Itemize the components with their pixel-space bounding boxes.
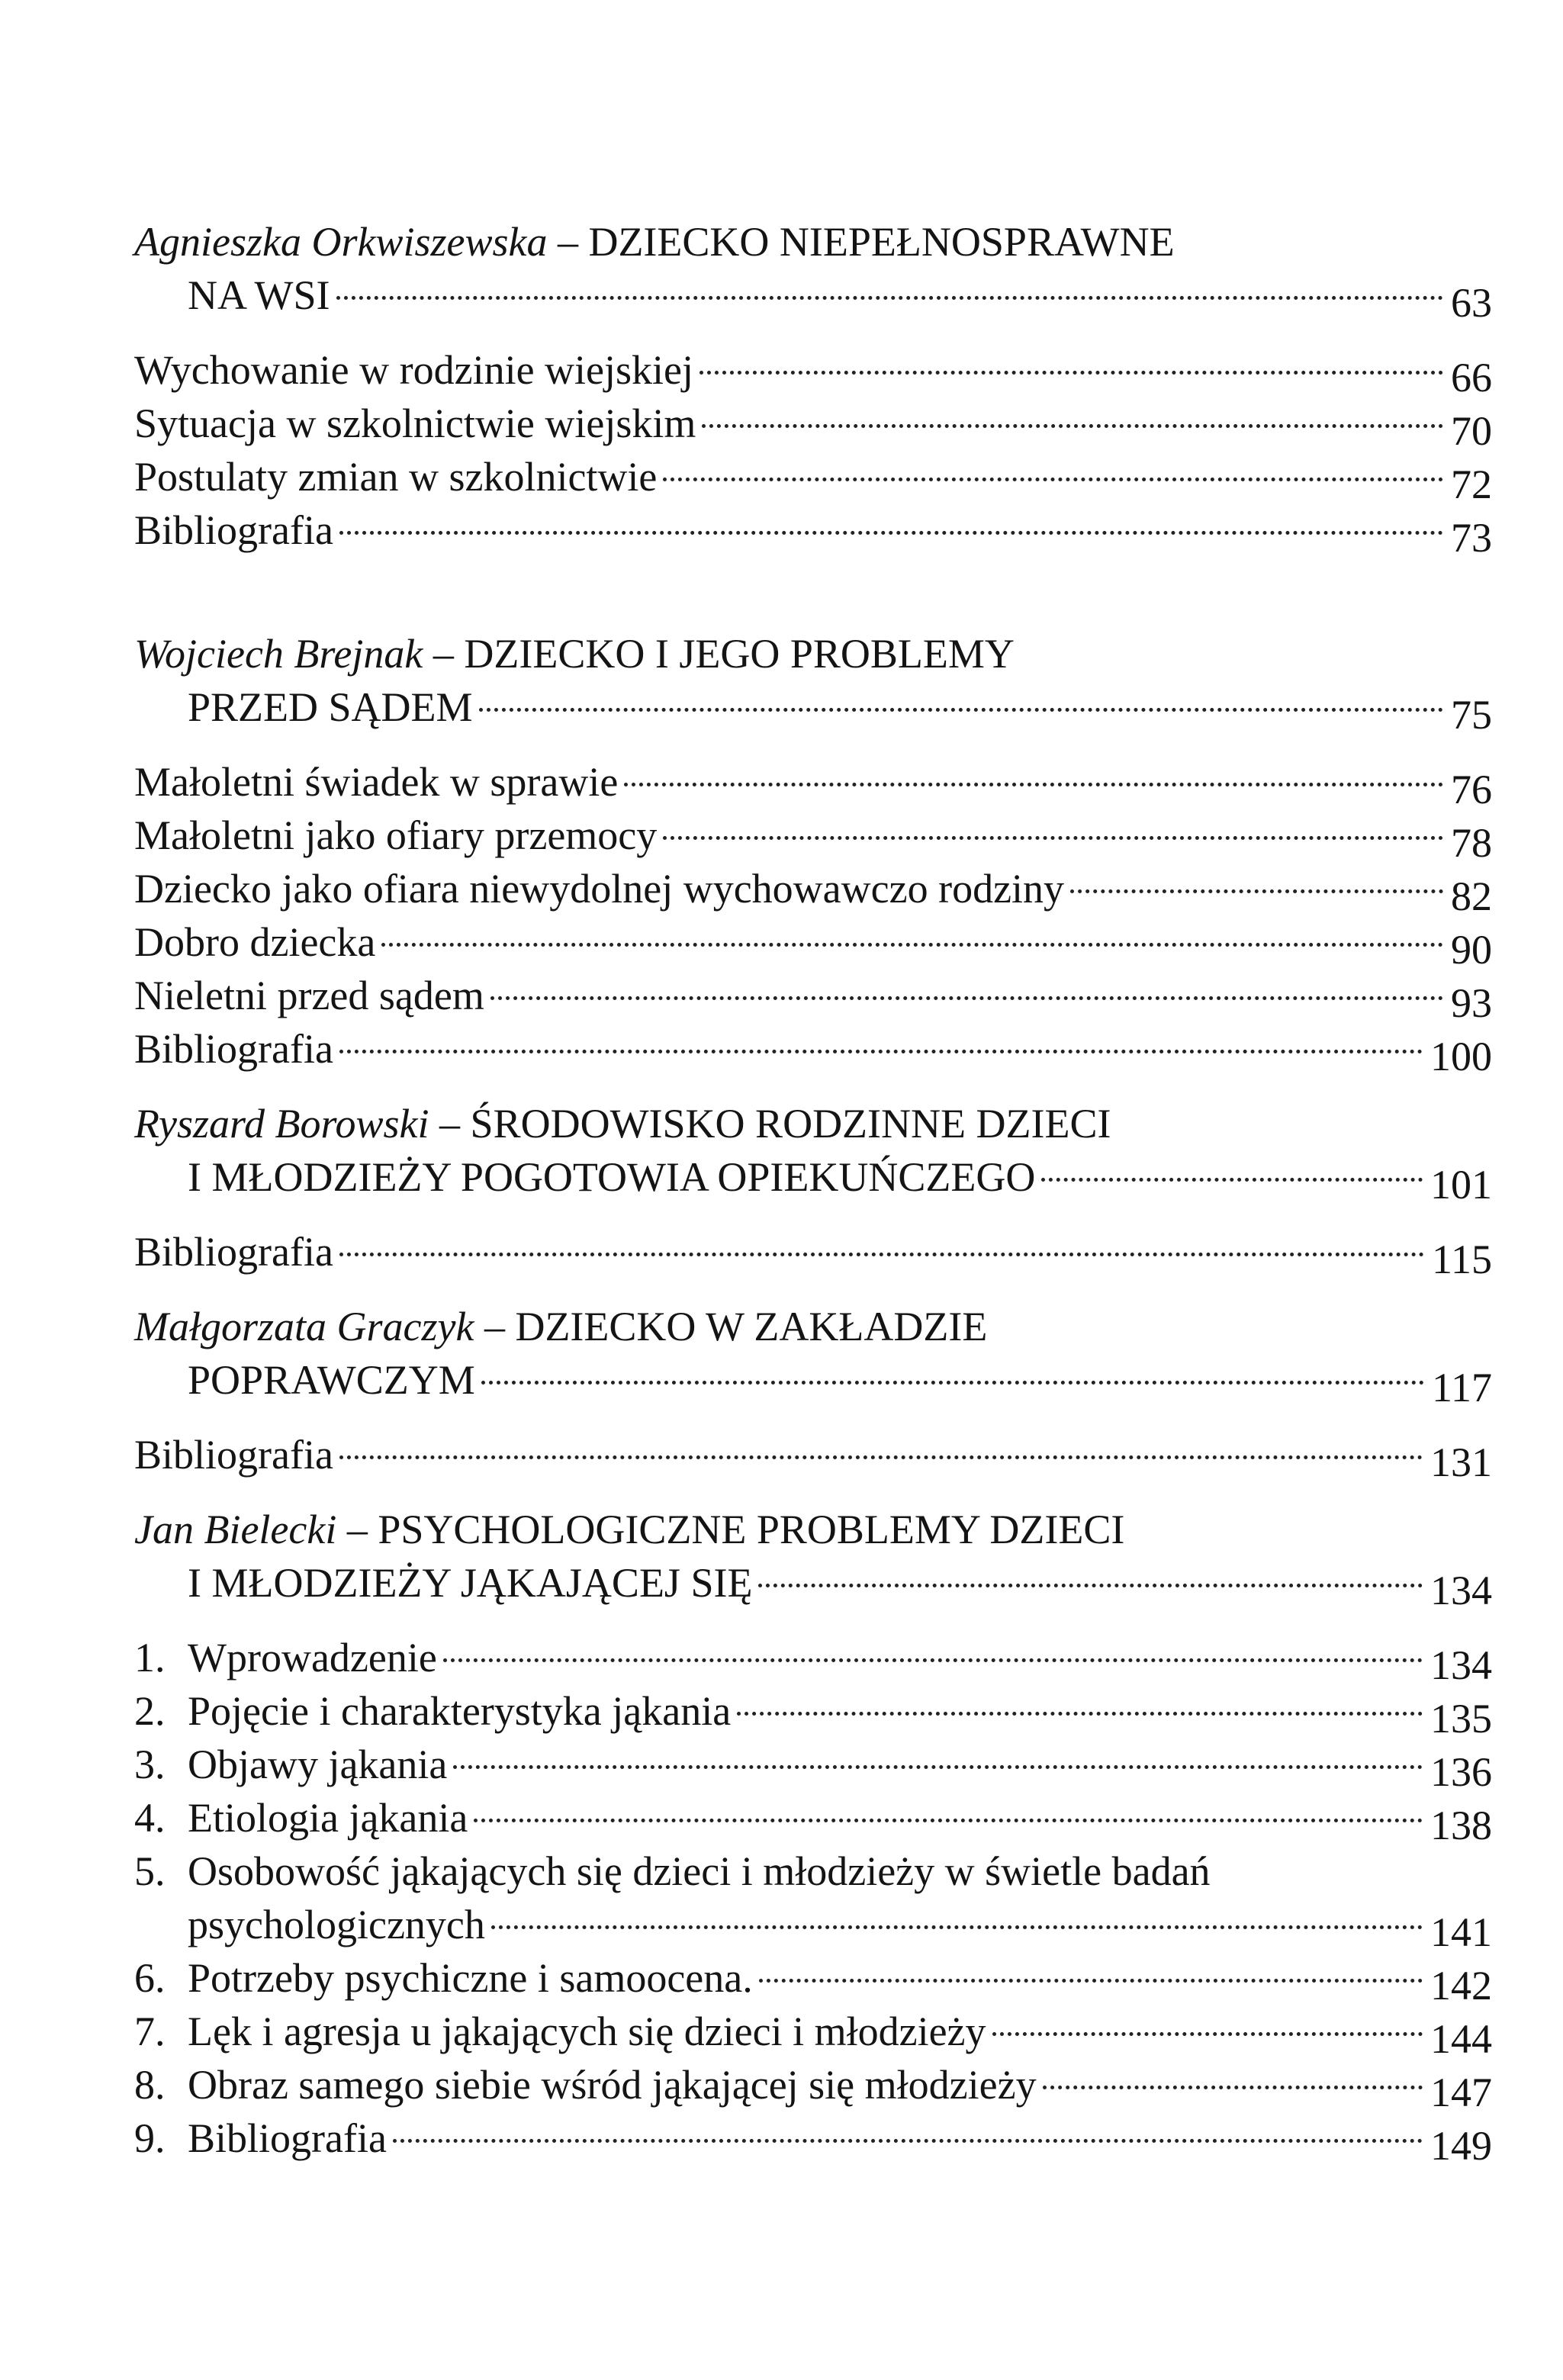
entry-number: 6. <box>134 1955 166 2001</box>
toc-section-orkwiszewska <box>134 215 1492 561</box>
section-heading <box>134 627 1492 680</box>
entry-title: Bibliografia <box>188 2115 387 2161</box>
page-number: 72 <box>1451 462 1492 507</box>
page-number: 66 <box>1451 355 1492 400</box>
section-heading <box>134 1300 1492 1353</box>
page-number: 141 <box>1430 1909 1492 1955</box>
entry-title: Postulaty zmian w szkolnictwie <box>134 454 658 500</box>
leader-dots <box>443 1658 1423 1662</box>
toc-entry <box>134 1150 1492 1208</box>
toc-section-brejnak <box>134 627 1492 1079</box>
entry-number: 4. <box>134 1795 166 1841</box>
toc-entry <box>134 397 1492 454</box>
entry-title: Bibliografia <box>134 507 333 553</box>
page-number: 115 <box>1432 1237 1492 1282</box>
dash: – <box>429 1101 471 1147</box>
page-number: 117 <box>1432 1365 1492 1410</box>
leader-dots <box>737 1712 1423 1716</box>
section-author: Małgorzata Graczyk <box>134 1304 474 1349</box>
toc-entry <box>134 2111 1492 2169</box>
dash: – <box>474 1304 516 1349</box>
entry-number: 7. <box>134 2009 166 2054</box>
entry-number: 5. <box>134 1848 166 1894</box>
toc-entry <box>134 1738 1492 1795</box>
toc-entry <box>134 915 1492 973</box>
leader-dots <box>336 296 1443 300</box>
toc-entry <box>134 809 1492 866</box>
toc-entry <box>134 1684 1492 1742</box>
toc-entry <box>134 1791 1492 1848</box>
section-heading <box>134 215 1492 269</box>
toc-entry <box>134 969 1492 1026</box>
section-title-continued: NA WSI <box>188 272 330 318</box>
page-number: 93 <box>1451 980 1492 1026</box>
page-number: 73 <box>1451 515 1492 561</box>
page-number: 100 <box>1430 1034 1492 1079</box>
toc-entry <box>134 862 1492 919</box>
toc-entry <box>134 269 1492 326</box>
toc-entry <box>134 1631 1492 1688</box>
leader-dots <box>758 1584 1423 1587</box>
leader-dots <box>663 836 1443 840</box>
toc-entry <box>134 503 1492 561</box>
page-number: 135 <box>1430 1696 1492 1742</box>
toc-entry <box>134 1898 1492 1955</box>
leader-dots <box>624 783 1443 786</box>
page-number: 70 <box>1451 408 1492 454</box>
entry-title: Wprowadzenie <box>188 1635 437 1680</box>
toc-entry <box>134 755 1492 812</box>
leader-dots <box>339 1455 1423 1459</box>
section-title: PSYCHOLOGICZNE PROBLEMY DZIECI <box>378 1507 1125 1552</box>
section-title: DZIECKO W ZAKŁADZIE <box>515 1304 988 1349</box>
entry-title-continued: psychologicznych <box>188 1902 485 1947</box>
section-title-continued: PRZED SĄDEM <box>188 684 473 730</box>
entry-number: 3. <box>134 1742 166 1787</box>
leader-dots <box>702 424 1443 428</box>
entry-title: Potrzeby psychiczne i samoocena. <box>188 1955 753 2001</box>
entry-number: 2. <box>134 1688 166 1734</box>
toc-entry <box>134 1022 1492 1079</box>
leader-dots <box>339 1050 1423 1053</box>
page-number: 134 <box>1430 1568 1492 1613</box>
leader-dots <box>490 996 1443 1000</box>
entry-title: Objawy jąkania <box>188 1742 448 1787</box>
dash: – <box>336 1507 378 1552</box>
section-author: Wojciech Brejnak <box>134 631 423 677</box>
entry-title: Nieletni przed sądem <box>134 973 484 1018</box>
page-number: 101 <box>1430 1162 1492 1208</box>
toc-entry <box>134 1428 1492 1485</box>
entry-title: Obraz samego siebie wśród jąkającej się młodzieży <box>188 2062 1037 2108</box>
leader-dots <box>699 371 1443 375</box>
section-title: DZIECKO I JEGO PROBLEMY <box>464 631 1015 677</box>
toc-section-graczyk <box>134 1300 1492 1485</box>
section-title-continued: I MŁODZIEŻY POGOTOWIA OPIEKUŃCZEGO <box>188 1154 1036 1200</box>
page-number: 131 <box>1430 1439 1492 1485</box>
leader-dots <box>1070 889 1443 893</box>
section-title-continued: POPRAWCZYM <box>188 1357 475 1403</box>
page-number: 78 <box>1451 820 1492 866</box>
section-author: Jan Bielecki <box>134 1507 337 1552</box>
entry-title: Bibliografia <box>134 1432 333 1478</box>
dash: – <box>423 631 465 677</box>
entry-title: Pojęcie i charakterystyka jąkania <box>188 1688 732 1734</box>
page-number: 75 <box>1451 692 1492 738</box>
section-heading <box>134 1503 1492 1556</box>
leader-dots <box>481 1381 1424 1385</box>
toc-section-bielecki <box>134 1503 1492 2169</box>
entry-title: Etiologia jąkania <box>188 1795 468 1841</box>
section-heading <box>134 1097 1492 1150</box>
entry-title: Dziecko jako ofiara niewydolnej wychowawczo rodziny <box>134 866 1065 912</box>
entry-title: Sytuacja w szkolnictwie wiejskim <box>134 400 696 446</box>
leader-dots <box>474 1819 1423 1822</box>
section-title: ŚRODOWISKO RODZINNE DZIECI <box>470 1101 1111 1147</box>
page-number: 147 <box>1430 2070 1492 2115</box>
toc-entry <box>134 450 1492 507</box>
entry-title: Osobowość jąkających się dzieci i młodzieży w świetle badań <box>188 1848 1211 1894</box>
leader-dots <box>1041 1178 1423 1182</box>
entry-title: Wychowanie w rodzinie wiejskiej <box>134 347 694 393</box>
toc-entry <box>134 680 1492 738</box>
toc-entry <box>134 1951 1492 2009</box>
page-number: 134 <box>1430 1642 1492 1688</box>
toc-entry <box>134 1556 1492 1613</box>
toc-entry <box>134 1353 1492 1410</box>
section-title: DZIECKO NIEPEŁNOSPRAWNE <box>588 219 1175 265</box>
leader-dots <box>491 1925 1423 1929</box>
leader-dots <box>393 2139 1423 2143</box>
entry-title: Małoletni jako ofiary przemocy <box>134 812 658 858</box>
dash: – <box>547 219 589 265</box>
leader-dots <box>479 708 1443 712</box>
leader-dots <box>663 478 1443 481</box>
toc-entry <box>134 2058 1492 2115</box>
leader-dots <box>453 1765 1423 1769</box>
toc-entry-first-line <box>134 1844 1492 1898</box>
page-number: 63 <box>1451 280 1492 326</box>
section-author: Agnieszka Orkwiszewska <box>134 219 548 265</box>
page-number: 82 <box>1451 873 1492 919</box>
entry-number: 1. <box>134 1635 166 1680</box>
leader-dots <box>992 2032 1423 2036</box>
section-author: Ryszard Borowski <box>134 1101 429 1147</box>
entry-title: Dobro dziecka <box>134 919 376 965</box>
page-number: 144 <box>1430 2016 1492 2062</box>
page-number: 90 <box>1451 927 1492 973</box>
entry-title: Bibliografia <box>134 1229 333 1275</box>
page-number: 76 <box>1451 767 1492 812</box>
leader-dots <box>339 531 1443 535</box>
toc-entry <box>134 343 1492 400</box>
toc-section-borowski <box>134 1097 1492 1282</box>
entry-title: Lęk i agresja u jąkających się dzieci i młodzieży <box>188 2009 986 2054</box>
table-of-contents <box>134 215 1492 2169</box>
entry-title: Małoletni świadek w sprawie <box>134 759 619 805</box>
toc-entry <box>134 2005 1492 2062</box>
page-number: 149 <box>1430 2123 1492 2169</box>
entry-title: Bibliografia <box>134 1026 333 1072</box>
section-title-continued: I MŁODZIEŻY JĄKAJĄCEJ SIĘ <box>188 1560 753 1606</box>
entry-number: 8. <box>134 2062 166 2108</box>
leader-dots <box>759 1979 1423 1983</box>
toc-entry <box>134 1225 1492 1282</box>
page-number: 138 <box>1430 1803 1492 1848</box>
leader-dots <box>1043 2086 1423 2089</box>
leader-dots <box>339 1253 1424 1256</box>
entry-number: 9. <box>134 2115 166 2161</box>
page-number: 136 <box>1430 1749 1492 1795</box>
page-number: 142 <box>1430 1963 1492 2009</box>
leader-dots <box>381 943 1443 947</box>
